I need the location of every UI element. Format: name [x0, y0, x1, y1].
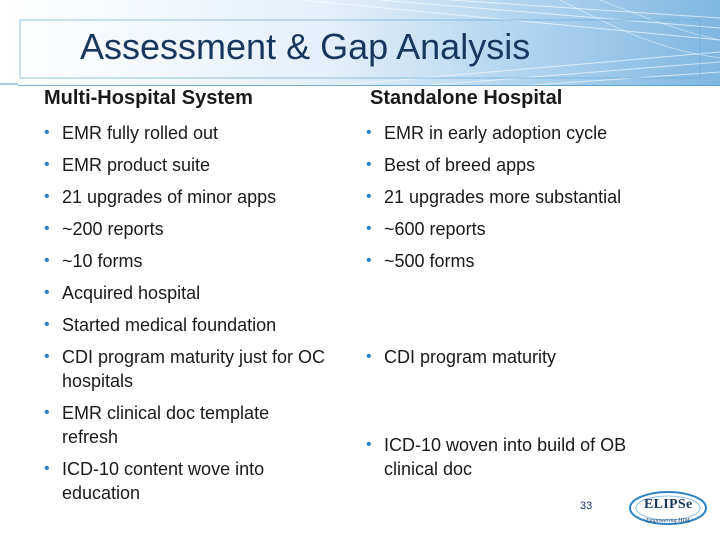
- bullet-icon: •: [44, 188, 50, 205]
- left-list-item: [44, 121, 362, 145]
- left-list-item: [44, 457, 314, 505]
- left-list-item-text: EMR product suite: [62, 155, 211, 175]
- left-list-item-text: EMR fully rolled out: [62, 123, 219, 143]
- bullet-icon: •: [366, 156, 372, 173]
- right-list-item-text: ICD-10 woven into build of OB clinical doc: [384, 435, 627, 479]
- bullet-icon: •: [366, 188, 372, 205]
- bullet-icon: •: [44, 252, 50, 269]
- left-list-item-text: ~200 reports: [62, 219, 164, 239]
- bullet-icon: •: [366, 124, 372, 141]
- right-list-item: [366, 185, 686, 209]
- bullet-icon: •: [44, 284, 50, 301]
- bullet-icon: •: [44, 220, 50, 237]
- bullet-icon: •: [44, 404, 50, 421]
- left-list-item: [44, 185, 362, 209]
- page-number: 33: [580, 500, 593, 512]
- left-list-item: [44, 345, 362, 393]
- bullet-icon: •: [366, 436, 372, 453]
- left-list-item-text: ICD-10 content wove into education: [62, 459, 265, 503]
- left-list-item: [44, 249, 362, 273]
- left-list-item-text: Started medical foundation: [62, 315, 277, 335]
- bullet-icon: •: [44, 460, 50, 477]
- left-list-item-text: Acquired hospital: [62, 283, 201, 303]
- right-list-item-text: ~500 forms: [384, 251, 475, 271]
- right-list-item: [366, 433, 666, 481]
- left-list-item: [44, 217, 362, 241]
- left-column-heading: Multi-Hospital System: [44, 87, 253, 109]
- right-list-item-text: EMR in early adoption cycle: [384, 123, 608, 143]
- left-list-item-text: ~10 forms: [62, 251, 143, 271]
- left-list-item-text: CDI program maturity just for OC hospitals: [62, 347, 326, 391]
- logo-text: ELIPSe: [644, 497, 693, 512]
- bullet-icon: •: [44, 348, 50, 365]
- right-list-item: [366, 217, 686, 241]
- right-list-item-text: ~600 reports: [384, 219, 486, 239]
- bullet-icon: •: [366, 220, 372, 237]
- left-list-item-text: EMR clinical doc template refresh: [62, 403, 270, 447]
- left-list-item: [44, 281, 362, 305]
- left-list-item-text: 21 upgrades of minor apps: [62, 187, 277, 207]
- right-list-item-text: CDI program maturity: [384, 347, 557, 367]
- left-list-item: [44, 313, 362, 337]
- right-list-item: [366, 249, 686, 273]
- right-column-heading: Standalone Hospital: [370, 87, 563, 109]
- logo-tagline: Empowering HIM: [646, 518, 690, 524]
- right-list-item-text: 21 upgrades more substantial: [384, 187, 622, 207]
- bullet-icon: •: [44, 124, 50, 141]
- bullet-icon: •: [44, 316, 50, 333]
- slide-title: Assessment & Gap Analysis: [80, 26, 531, 67]
- bullet-icon: •: [366, 348, 372, 365]
- left-list-item: [44, 153, 362, 177]
- right-list-item: [366, 345, 686, 369]
- right-list-item: [366, 121, 686, 145]
- elipse-logo: [626, 486, 710, 536]
- bullet-icon: •: [44, 156, 50, 173]
- left-list-item: [44, 401, 324, 449]
- bullet-icon: •: [366, 252, 372, 269]
- right-list-item: [366, 153, 686, 177]
- right-list-item-text: Best of breed apps: [384, 155, 536, 175]
